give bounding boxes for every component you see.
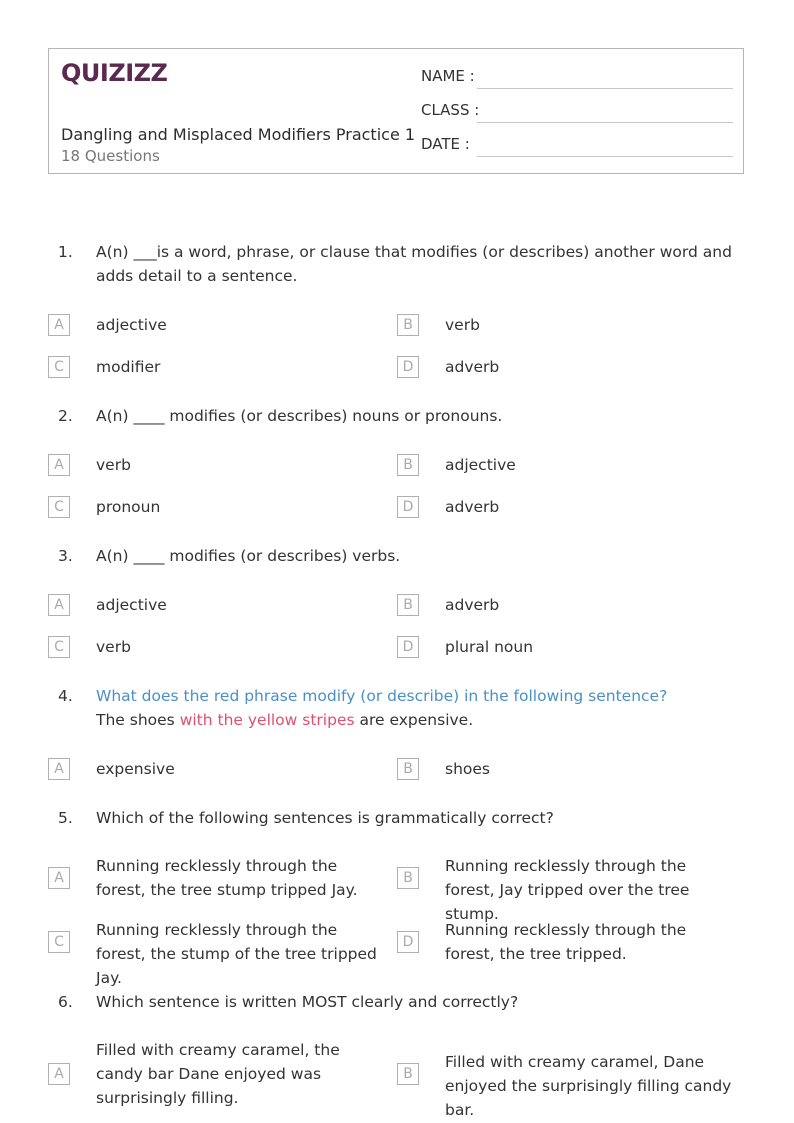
option-text: Running recklessly through the forest, the tree stump tripped Jay. [96, 857, 358, 899]
option-text: Running recklessly through the forest, Jay tripped over the tree stump. [445, 857, 690, 923]
question-number: 2. [58, 407, 73, 425]
question-sentence [96, 708, 746, 732]
question-text: Which of the following sentences is grammatically correct? [96, 809, 554, 827]
option-letter-box[interactable]: B [397, 1063, 419, 1085]
option-text: verb [445, 316, 480, 334]
worksheet-title: Dangling and Misplaced Modifiers Practice 1 [61, 125, 416, 144]
option-text: adverb [445, 596, 500, 614]
option-letter-box[interactable]: D [397, 636, 419, 658]
option-letter-box[interactable]: B [397, 594, 419, 616]
option-letter-box[interactable]: C [48, 356, 70, 378]
option-text: shoes [445, 760, 490, 778]
question-count: 18 Questions [61, 147, 160, 165]
question-text: Which sentence is written MOST clearly and correctly? [96, 993, 519, 1011]
option-text: modifier [96, 358, 161, 376]
date-line [477, 156, 733, 157]
date-label: DATE : [421, 135, 470, 153]
option-letter-box[interactable]: A [48, 314, 70, 336]
option-text: Filled with creamy caramel, the candy bar Dane enjoyed was surprisingly filling. [96, 1041, 340, 1107]
option-text: expensive [96, 760, 175, 778]
question-text: A(n) ___is a word, phrase, or clause that modifies (or describes) another word and adds detail to a sentence. [96, 243, 732, 285]
worksheet-header [48, 48, 744, 174]
option-text: adjective [445, 456, 516, 474]
option-letter-box[interactable]: C [48, 636, 70, 658]
option-letter-box[interactable]: B [397, 867, 419, 889]
option-letter-box[interactable]: C [48, 931, 70, 953]
option-letter-box[interactable]: B [397, 314, 419, 336]
quizizz-logo: QUIZIZZ [61, 59, 168, 87]
option-letter-box[interactable]: C [48, 496, 70, 518]
question-text: A(n) ____ modifies (or describes) verbs. [96, 547, 401, 565]
date-field[interactable] [421, 135, 733, 159]
option-text: Running recklessly through the forest, the stump of the tree tripped Jay. [96, 921, 377, 987]
question-text [96, 684, 746, 732]
sentence-start: The shoes [96, 711, 180, 729]
option-letter-box[interactable]: D [397, 356, 419, 378]
option-text: adverb [445, 498, 500, 516]
question-number: 3. [58, 547, 73, 565]
class-field[interactable] [421, 101, 733, 125]
option-letter-box[interactable]: D [397, 496, 419, 518]
question-prompt: What does the red phrase modify (or describe) in the following sentence? [96, 687, 668, 705]
question-number: 6. [58, 993, 73, 1011]
name-label: NAME : [421, 67, 475, 85]
option-text: Filled with creamy caramel, Dane enjoyed the surprisingly filling candy bar. [445, 1053, 732, 1119]
sentence-end: are expensive. [354, 711, 474, 729]
option-letter-box[interactable]: A [48, 758, 70, 780]
highlighted-phrase: with the yellow stripes [179, 711, 355, 729]
question-number: 4. [58, 687, 73, 705]
option-text: verb [96, 638, 131, 656]
option-letter-box[interactable]: A [48, 1063, 70, 1085]
class-line [477, 122, 733, 123]
option-text: plural noun [445, 638, 534, 656]
question-number: 1. [58, 243, 73, 261]
option-text: pronoun [96, 498, 161, 516]
option-letter-box[interactable]: D [397, 931, 419, 953]
option-letter-box[interactable]: A [48, 454, 70, 476]
option-letter-box[interactable]: B [397, 454, 419, 476]
option-text: adjective [96, 596, 167, 614]
question-text: A(n) ____ modifies (or describes) nouns or pronouns. [96, 407, 503, 425]
option-text: adverb [445, 358, 500, 376]
option-letter-box[interactable]: B [397, 758, 419, 780]
option-letter-box[interactable]: A [48, 867, 70, 889]
question-number: 5. [58, 809, 73, 827]
option-text: verb [96, 456, 131, 474]
option-letter-box[interactable]: A [48, 594, 70, 616]
name-line [477, 88, 733, 89]
option-text: Running recklessly through the forest, the tree tripped. [445, 921, 687, 963]
option-text: adjective [96, 316, 167, 334]
name-field[interactable] [421, 67, 733, 91]
class-label: CLASS : [421, 101, 480, 119]
